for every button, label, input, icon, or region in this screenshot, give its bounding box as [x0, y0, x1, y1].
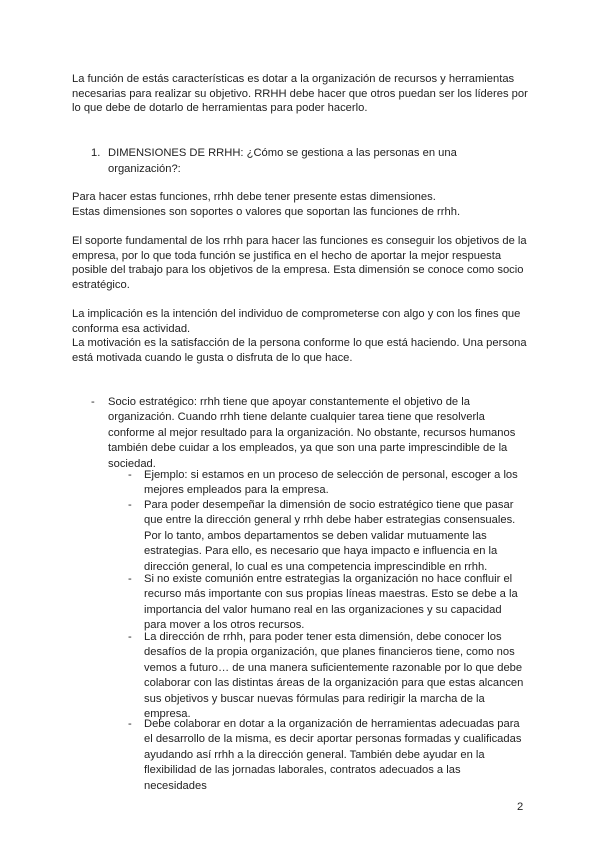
bullet-dash: - [128, 573, 132, 585]
bullet-dash: - [128, 631, 132, 643]
bullet-dash: - [128, 469, 132, 481]
bullet-text: Para poder desempeñar la dimensión de socio estratégico tiene que pasar que entre la dirección general y rrhh debe haber estrategias consensuales. Por lo tanto, ambos departamentos se deben validar mutuamente las estrategias. Para ello, es necesario que haya impacto e influencia en la dirección general, lo cual es una competencia imprescindible en rrhh. [144, 499, 516, 573]
bullet-text: La dirección de rrhh, para poder tener esta dimensión, debe conocer los desafíos de la propia organización, que planes financieros tiene, como nos vemos a futuro… de una manera suficientemente razonable por lo que debe colaborar con las distintas áreas de la organización para que estas alcancen sus objetivos y buscar nuevas fórmulas para redirigir la marcha de la empresa. [144, 631, 524, 721]
bullet-dash: - [128, 718, 132, 730]
paragraph-dimensions-line2: Estas dimensiones son soportes o valores que soportan las funciones de rrhh. [72, 206, 461, 218]
intro-paragraph: La función de estás características es dotar a la organización de recursos y herramientas necesarias para realizar su objetivo. RRHH debe hacer que otros puedan ser los líderes por lo que debe de dotarlo de herramientas para poder hacerlo. [72, 73, 528, 115]
bullet-text: Si no existe comunión entre estrategias la organización no hace confluir el recurso más importante con sus propias líneas maestras. Esto se debe a la importancia del valor humano real en las organizaciones y su capacidad para mover a los otros recursos. [144, 573, 518, 632]
bullet-dash: - [128, 499, 132, 511]
bullet-text: Ejemplo: si estamos en un proceso de selección de personal, escoger a los mejores empleados para la empresa. [144, 469, 518, 497]
paragraph-implicacion: La implicación es la intención del individuo de comprometerse con algo y con los fines que conforma esa actividad. [72, 308, 521, 335]
bullet-dash: - [91, 396, 95, 408]
paragraph-socio-estrategico: El soporte fundamental de los rrhh para hacer las funciones es conseguir los objetivos de la empresa, por lo que toda función se justifica en el hecho de aportar la mejor respuesta posible del trabajo para los objetivos de la empresa. Esta dimensión se conoce como socio estratégico. [72, 235, 527, 291]
heading-number: 1. [91, 147, 101, 159]
heading-title: DIMENSIONES DE RRHH: ¿Cómo se gestiona a las personas en una organización?: [108, 147, 457, 175]
paragraph-motivacion: La motivación es la satisfacción de la persona conforme lo que está haciendo. Una persona está motivada cuando le gusta o disfruta de lo que hace. [72, 337, 527, 364]
bullet-text: Debe colaborar en dotar a la organización de herramientas adecuadas para el desarrollo de la misma, es decir aportar personas formadas y cualificadas ayudando así rrhh a la dirección general. También debe ayudar en la flexibilidad de las jornadas laborales, contratos adecuados a las necesidades [144, 718, 522, 792]
paragraph-dimensions-line1: Para hacer estas funciones, rrhh debe tener presente estas dimensiones. [72, 191, 436, 203]
page-number: 2 [517, 801, 524, 813]
bullet-text: Socio estratégico: rrhh tiene que apoyar constantemente el objetivo de la organización. Cuando rrhh tiene delante cualquier tarea tiene que resolverla conforme al mejor resultado para la organización. No obstante, recursos humanos también debe cuidar a los empleados, ya que son una parte imprescindible de la sociedad. [108, 396, 516, 470]
